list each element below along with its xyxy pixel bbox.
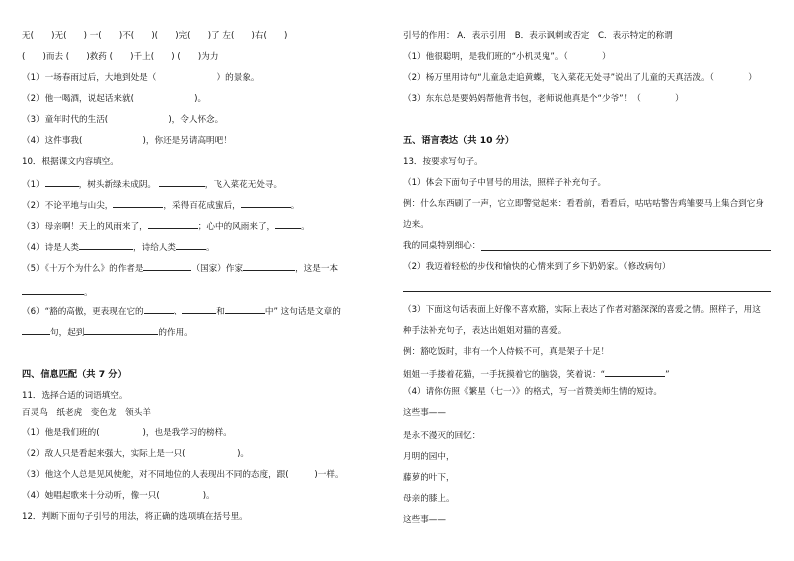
task-3-cont: 种手法补充句子，表达出姐姐对猫的喜爱。 [403,326,567,336]
poem-line-5-cont: 。 [22,285,93,299]
task-1: （1）体会下面句子中冒号的用法，照样子补充句子。 [403,178,607,188]
fill-1: （1）一场春雨过后，大地到处是（ ）的景象。 [22,73,260,83]
answer-line-2[interactable] [403,291,771,292]
section-5-title: 五、语言表达（共 10 分） [403,135,515,146]
poem-line-1: （1） ，树头新绿未成阴。 ，飞入菜花无处寻。 [22,177,282,191]
quote-q3: （3）东东总是要妈妈帮他背书包，老师说他真是个“少爷”！（ ） [403,94,684,104]
poem-line-b: 是永不漫灭的回忆： [403,431,481,441]
fill-4: （4）这件事我( )，你还是另请高明吧！ [22,136,232,146]
word-fill-2: （2）敌人只是看起来强大，实际上是一只( )。 [22,449,250,459]
question-11: 11．选择合适的词语填空。 [22,391,128,401]
idiom-row-1: 无( )无( ) 一( )不( )( )完( )了 左( )右( ) [22,31,288,41]
quote-usage: 引号的作用： A．表示引用 B．表示讽刺或否定 C．表示特定的称谓 [403,31,673,41]
idiom-row-2: ( )而去 ( )救药 ( )千上( ) ( )为力 [22,52,219,62]
word-bank: 百灵鸟 纸老虎 变色龙 领头羊 [22,408,151,418]
word-fill-4: （4）她唱起歌来十分动听，像一只( )。 [22,491,215,501]
poem-line-3: （3）母亲啊！天上的风雨来了， ；心中的风雨来了， 。 [22,219,310,233]
fill-3: （3）童年时代的生活( )，令人怀念。 [22,115,224,125]
poem-line-e: 母亲的膝上。 [403,494,455,504]
question-13: 13．按要求写句子。 [403,157,483,167]
quote-q1: （1）他很聪明，是我们班的“小机灵鬼”。（ ） [403,52,611,62]
poem-line-6-cont: 句，起到 的作用。 [22,325,193,339]
task-4: （4）请你仿照《繁星（七一）》的格式，写一首赞美师生情的短诗。 [403,387,662,397]
example-3: 例：豁吃饭时，非有一个人侍候不可，真是架子十足！ [403,347,610,357]
poem-line-4: （4）诗是人类 ，诗给人类 。 [22,240,215,254]
answer-blank-3[interactable] [605,367,665,377]
section-4-title: 四、信息匹配（共 7 分） [22,369,127,380]
quote-q2: （2）杨万里用诗句“儿童急走追黄蝶，飞入菜花无处寻”说出了儿童的天真活泼。（ ） [403,73,757,83]
word-fill-1: （1）他是我们班的( )，也是我学习的榜样。 [22,428,232,438]
answer-line-1[interactable] [481,250,771,251]
answer-1-prompt: 我的同桌特别细心： [403,241,481,251]
question-10: 10．根据课文内容填空。 [22,157,119,167]
poem-line-2: （2）不论平地与山尖， ，采得百花成蜜后， 。 [22,198,299,212]
poem-line-f: 这些事—— [403,515,446,525]
task-3: （3）下面这句话表面上好像不喜欢豁，实际上表达了作者对豁深深的喜爱之情。照样子，用这 [403,305,761,315]
poem-line-c: 月明的园中， [403,452,455,462]
poem-line-5: （5）《十万个为什么》的作者是 （国家）作家 ，这是一本 [22,261,338,275]
example-1: 例：什么东西刷了一声，它立即警觉起来：看看前，看看后，咕咕咕警告鸡雏要马上集合到它身 [403,199,764,209]
fill-2: （2）他一喝酒，说起话来就( )。 [22,94,207,104]
answer-3: 姐姐一手搂着花猫，一手抚摸着它的脑袋，笑着说：“ ” [403,367,670,381]
poem-line-d: 藤萝的叶下， [403,473,455,483]
poem-line-a: 这些事—— [403,408,446,418]
poem-line-6: （6）“豁的高傲，更表现在它的 、 和 中” 这句话是文章的 [22,304,341,318]
word-fill-3: （3）他这个人总是见风使舵，对不同地位的人表现出不同的态度，跟( )一样。 [22,470,344,480]
example-1-cont: 边来。 [403,220,429,230]
question-12: 12．判断下面句子引号的用法，将正确的选项填在括号里。 [22,512,248,522]
task-2: （2）我迈着轻松的步伐和愉快的心情来到了乡下奶奶家。（修改病句） [403,262,671,272]
